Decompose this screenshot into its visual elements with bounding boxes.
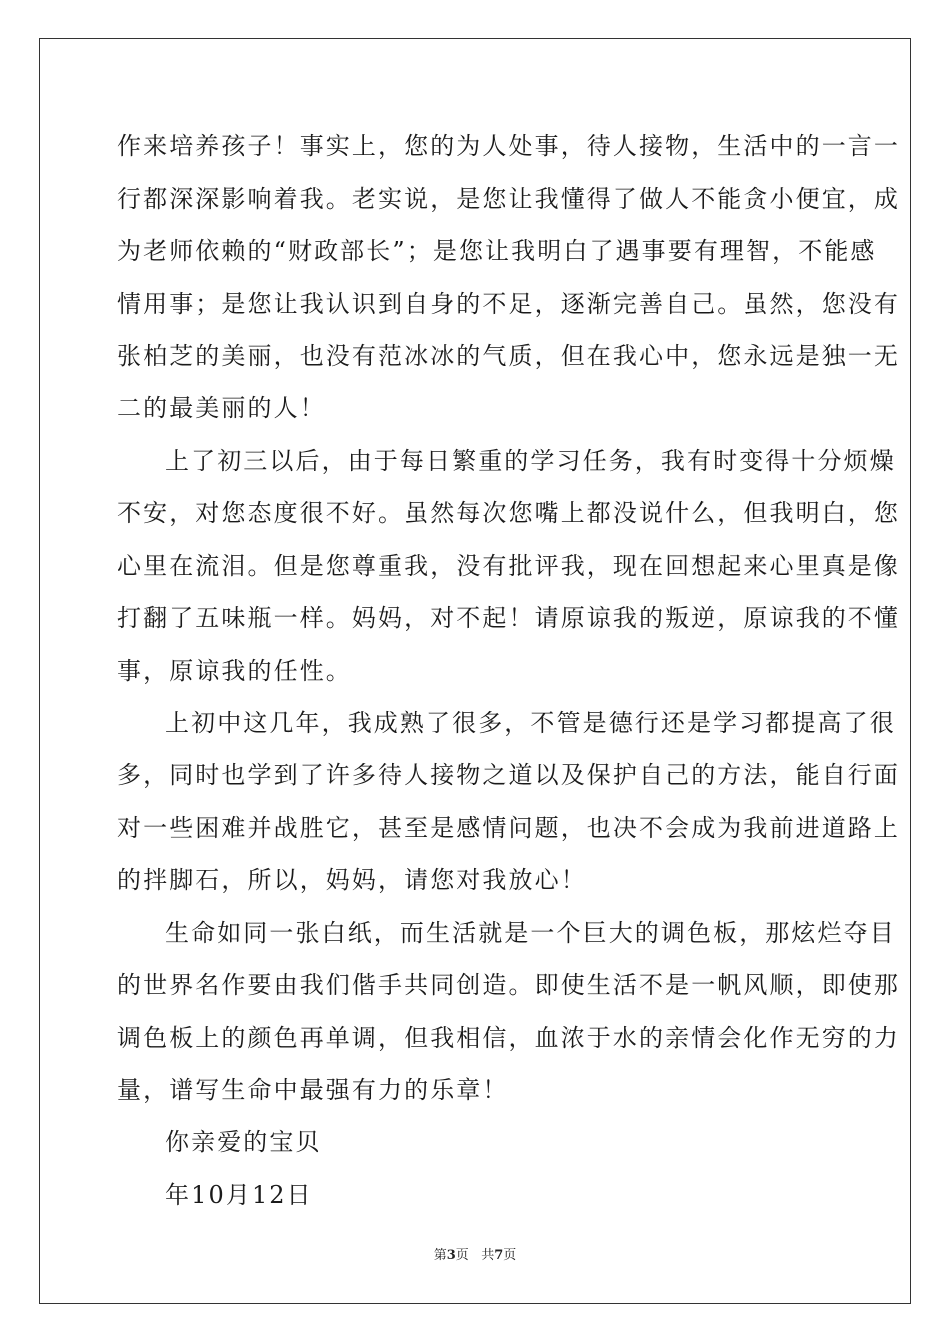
signature-line: 你亲爱的宝贝 (165, 1128, 322, 1156)
date-line: 年10月12日 (165, 1181, 313, 1209)
page-prefix: 第 (433, 1248, 447, 1263)
text-line: 作来培养孩子！事实上，您的为人处事，待人接物，生活中的一言一 (117, 132, 900, 160)
text-line: 行都深深影响着我。老实说，是您让我懂得了做人不能贪小便宜，成 (117, 185, 900, 213)
text-line: 的世界名作要由我们偕手共同创造。即使生活不是一帆风顺，即使那 (117, 971, 900, 999)
total-pages: 7 (494, 1248, 504, 1263)
text-line: 心里在流泪。但是您尊重我，没有批评我，现在回想起来心里真是像 (117, 552, 900, 580)
text-line: 打翻了五味瓶一样。妈妈，对不起！请原谅我的叛逆，原谅我的不懂 (117, 604, 900, 632)
paragraph-start-line: 生命如同一张白纸，而生活就是一个巨大的调色板，那炫烂夺目 (165, 919, 896, 947)
page-suffix: 页 (455, 1248, 469, 1263)
text-line: 量，谱写生命中最强有力的乐章！ (117, 1076, 509, 1104)
text-line: 调色板上的颜色再单调，但我相信，血浓于水的亲情会化作无穷的力 (117, 1024, 900, 1052)
page-number: 3 (446, 1248, 456, 1263)
text-line: 情用事；是您让我认识到自身的不足，逐渐完善自己。虽然，您没有 (117, 290, 900, 318)
text-line: 事，原谅我的任性。 (117, 657, 352, 685)
paragraph-start-line: 上初中这几年，我成熟了很多，不管是德行还是学习都提高了很 (165, 709, 896, 737)
total-suffix: 页 (503, 1248, 517, 1263)
total-prefix: 共 (481, 1248, 495, 1263)
text-line: 多，同时也学到了许多待人接物之道以及保护自己的方法，能自行面 (117, 761, 900, 789)
text-line: 不安，对您态度很不好。虽然每次您嘴上都没说什么，但我明白，您 (117, 499, 900, 527)
paragraph-start-line: 上了初三以后，由于每日繁重的学习任务，我有时变得十分烦燥 (165, 447, 896, 475)
text-line: 的拌脚石，所以，妈妈，请您对我放心！ (117, 866, 587, 894)
text-line: 为老师依赖的“财政部长”；是您让我明白了遇事要有理智，不能感 (117, 237, 877, 265)
text-line: 对一些困难并战胜它，甚至是感情问题，也决不会成为我前进道路上 (117, 814, 900, 842)
text-line: 二的最美丽的人！ (117, 394, 326, 422)
page-footer (0, 1248, 950, 1264)
text-line: 张柏芝的美丽，也没有范冰冰的气质，但在我心中，您永远是独一无 (117, 342, 900, 370)
